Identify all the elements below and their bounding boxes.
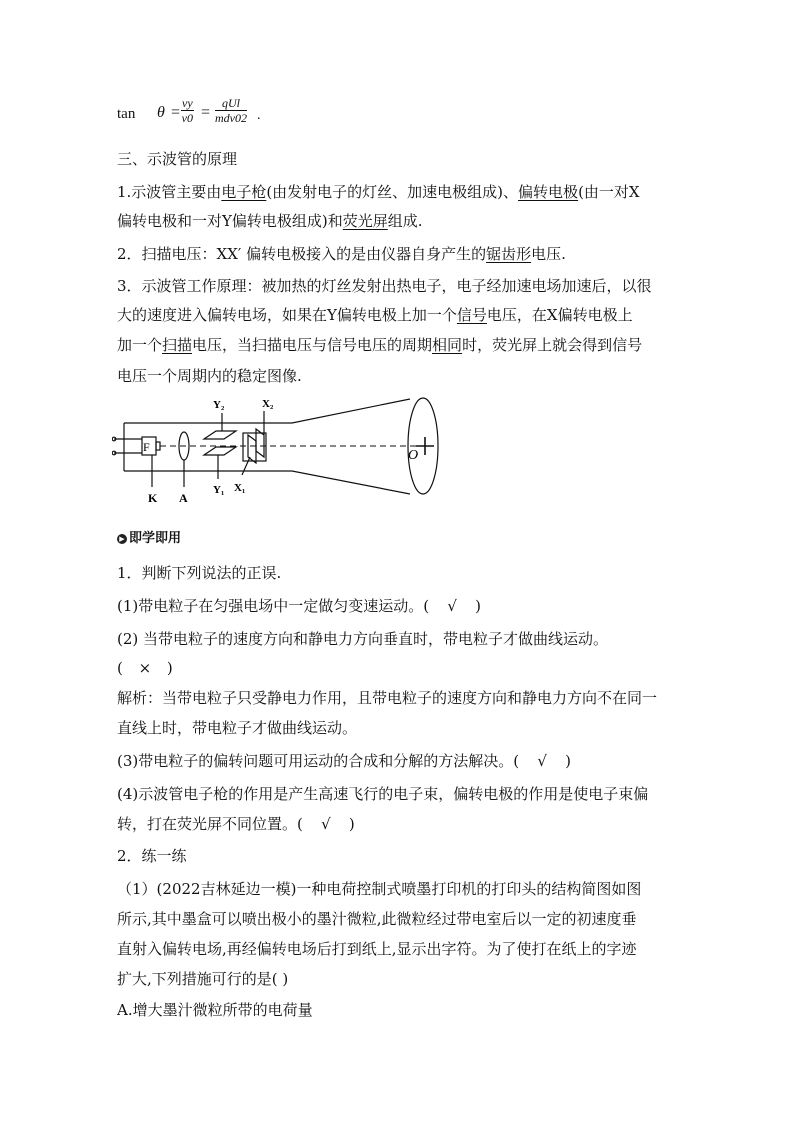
formula-tan: tan	[117, 106, 136, 122]
q1-s3-mark: √	[537, 752, 547, 770]
oscilloscope-tube-diagram	[112, 393, 452, 508]
label-X1: X₁	[234, 482, 246, 494]
practice-tag	[117, 527, 181, 546]
formula-theta: θ	[157, 104, 165, 121]
q1-explanation-line-1: 解析：当带电粒子只受静电力作用，且带电粒子的速度方向和静电力方向不在同一	[117, 689, 658, 707]
paragraph-1-line-1	[117, 182, 677, 202]
p2-text-a: 2．扫描电压：XX′ 偏转电极接入的是由仪器自身产生的	[117, 245, 487, 263]
label-F: F	[143, 440, 150, 454]
paragraph-2	[117, 244, 677, 264]
tube-neck-outline	[124, 399, 410, 494]
q1-statement-2: (2) 当带电粒子的速度方向和静电力方向垂直时，带电粒子才做曲线运动。	[117, 630, 609, 648]
label-Y1: Y₁	[213, 484, 225, 496]
label-O: O	[408, 448, 419, 463]
p3-text-3a: 加一个	[117, 336, 163, 354]
label-K: K	[148, 491, 158, 505]
q2-title: 2．练一练	[117, 847, 187, 865]
p3-text-2a: 大的速度进入偏转电场，如果在Y偏转电极上加一个	[117, 306, 457, 324]
p1-text-a: 1.示波管主要由	[117, 183, 222, 201]
q1-s4-mark: √	[321, 815, 331, 833]
paragraph-3-line-3	[117, 335, 677, 355]
formula-equals-1: =	[171, 104, 181, 121]
fraction-vy: vy	[182, 96, 193, 110]
q1-statement-4-line-2	[117, 814, 677, 834]
fraction-qul: qUl	[215, 96, 247, 111]
paragraph-1-line-2	[117, 211, 677, 231]
p3-text-3e: 时，荧光屏上就会得到信号	[462, 336, 643, 354]
q2-line-3: 直射入偏转电场,再经偏转电场后打到纸上,显示出字符。为了使打在纸上的字迹	[117, 940, 637, 958]
label-A: A	[179, 491, 188, 505]
fraction-velocity-ratio	[181, 96, 194, 125]
y1-plate	[204, 447, 236, 455]
p3-blank-signal: 信号	[456, 306, 487, 324]
q1-s1-mark: √	[447, 597, 457, 615]
fraction-mdv02: mdv02	[215, 111, 247, 125]
paragraph-3-line-1: 3．示波管工作原理：被加热的灯丝发射出热电子，电子经加速电场加速后，以很	[117, 277, 652, 295]
formula-equals-2: =	[201, 104, 211, 121]
p2-blank-sawtooth: 锯齿形	[486, 245, 532, 263]
q1-s2-end: )	[166, 659, 173, 677]
q1-statement-3	[117, 751, 677, 771]
q1-s2-open: (	[117, 659, 123, 677]
y2-plate	[204, 431, 236, 439]
q1-s3-end: )	[565, 752, 571, 770]
q1-title: 1．判断下列说法的正误.	[117, 564, 282, 582]
paragraph-3-line-4: 电压一个周期内的稳定图像.	[117, 367, 302, 385]
p3-blank-scan: 扫描	[162, 336, 193, 354]
p1-blank-screen: 荧光屏	[342, 212, 388, 230]
q1-s4-text: 转，打在荧光屏不同位置。(	[117, 815, 303, 833]
cathode-tip	[156, 442, 160, 450]
p1-blank-electron-gun: 电子枪	[221, 183, 267, 201]
p1-text-e: (由一对X	[578, 183, 640, 201]
fraction-v0: v0	[181, 111, 193, 125]
screen-origin-cross	[416, 437, 434, 455]
q1-s1-text: (1)带电粒子在匀强电场中一定做匀变速运动。(	[117, 597, 430, 615]
p3-text-3c: 电压，当扫描电压与信号电压的周期	[192, 336, 433, 354]
q2-option-a: A.增大墨汁微粒所带的电荷量	[117, 1001, 313, 1019]
q1-statement-1	[117, 596, 677, 616]
q1-s4-end: )	[348, 815, 355, 833]
q2-line-1: （1）(2022吉林延边一模)一种电荷控制式喷墨打印机的打印头的结构简图如图	[117, 880, 642, 898]
section-title: 三、示波管的原理	[117, 150, 238, 168]
q1-s1-end: )	[475, 597, 481, 615]
p1-text-h: 组成.	[387, 212, 423, 230]
q2-line-2: 所示,其中墨盒可以喷出极小的墨汁微粒,此微粒经过带电室后以一定的初速度垂	[117, 910, 637, 928]
fraction-qul-mdv0	[215, 96, 247, 125]
label-X2: X₂	[262, 398, 274, 410]
x-plate-frame	[243, 433, 266, 461]
p1-text-c: (由发射电子的灯丝、加速电极组成)、	[266, 183, 519, 201]
q1-s2-mark: ×	[138, 659, 152, 677]
p2-text-c: 电压.	[531, 245, 566, 263]
q2-line-4: 扩大,下列措施可行的是( )	[117, 970, 289, 988]
p1-text-f: 偏转电极和一对Y偏转电极组成)和	[117, 212, 343, 230]
q1-statement-4-line-1: (4)示波管电子枪的作用是产生高速飞行的电子束，偏转电极的作用是使电子束偏	[117, 785, 649, 803]
play-icon: ▶	[117, 534, 127, 544]
practice-tag-label: 即学即用	[129, 531, 182, 546]
paragraph-3-line-2	[117, 305, 677, 325]
formula-period: .	[257, 108, 261, 123]
p3-blank-same: 相同	[432, 336, 463, 354]
q1-s3-text: (3)带电粒子的偏转问题可用运动的合成和分解的方法解决。(	[117, 752, 520, 770]
label-Y2: Y₂	[213, 399, 225, 411]
filament-wires	[114, 439, 142, 453]
q1-statement-2-answer	[117, 658, 677, 678]
p1-blank-deflection-electrode: 偏转电极	[518, 183, 579, 201]
q1-explanation-line-2: 直线上时，带电粒子才做曲线运动。	[117, 719, 358, 737]
p3-text-2c: 电压，在X偏转电极上	[486, 306, 633, 324]
